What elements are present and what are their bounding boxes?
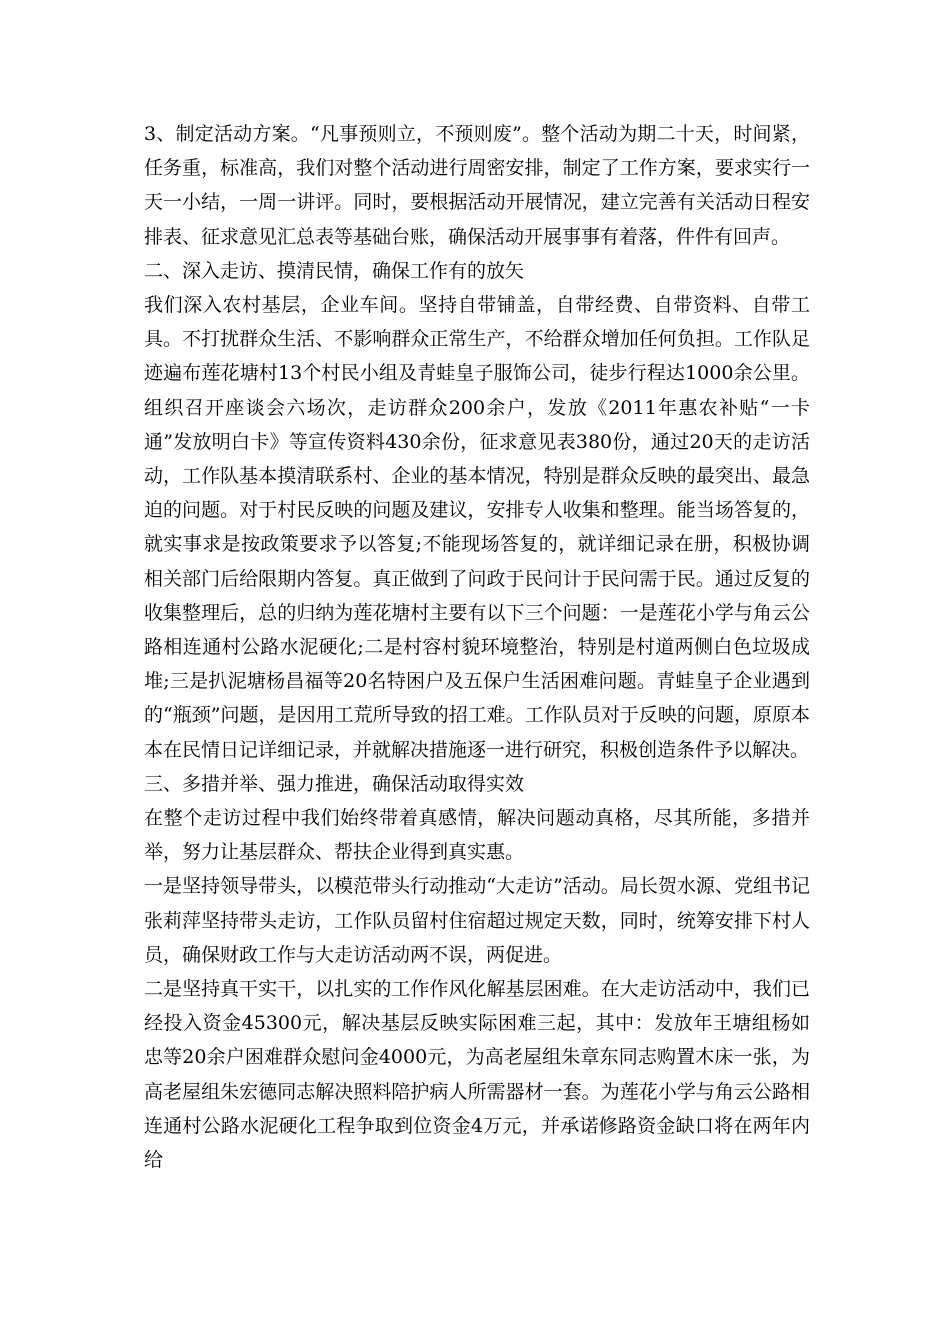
paragraph-visits: 我们深入农村基层，企业车间。坚持自带铺盖，自带经费、自带资料、自带工具。不打扰群众生活、不影响群众正常生产，不给群众增加任何负担。工作队足迹遍布莲花塘村13个村民小组及青蛙皇子服饰公司，徒步行程达1000余公里。组织召开座谈会六场次，走访群众200余户，发放《2011年惠农补贴“一卡通”发放明白卡》等宣传资料430余份，征求意见表380份，通过20天的走访活动，工作队基本摸清联系村、企业的基本情况，特别是群众反映的最突出、最急迫的问题。对于村民反映的问题及建议，安排专人收集和整理。能当场答复的，就实事求是按政策要求予以答复;不能现场答复的，就详细记录在册，积极协调相关部门后给限期内答复。真正做到了问政于民问计于民问需于民。通过反复的收集整理后，总的归纳为莲花塘村主要有以下三个问题：一是莲花小学与角云公路相连通村公路水泥硬化;二是村容村貌环境整治，特别是村道两侧白色垃圾成堆;三是扒泥塘杨昌福等20名特困户及五保户生活困难问题。青蛙皇子企业遇到的“瓶颈”问题，是因用工荒所导致的招工难。工作队员对于反映的问题，原原本本在民情日记详细记录，并就解决措施逐一进行研究，积极创造条件予以解决。 — [144, 294, 810, 761]
paragraph-activity-plan: 3、制定活动方案。“凡事预则立，不预则废”。整个活动为期二十天，时间紧，任务重，标准高，我们对整个活动进行周密安排，制定了工作方案，要求实行一天一小结，一周一讲评。同时，要根据活动开展情况，建立完善有关活动日程安排表、征求意见汇总表等基础台账，确保活动开展事事有着落，件件有回声。 — [144, 123, 810, 248]
paragraph-leadership: 一是坚持领导带头，以模范带头行动推动“大走访”活动。局长贺水源、党组书记张莉萍坚持带头走访，工作队员留村住宿超过规定天数，同时，统筹安排下村人员，确保财政工作与大走访活动两不误，两促进。 — [144, 875, 810, 966]
paragraph-practical-work: 二是坚持真干实干，以扎实的工作作风化解基层困难。在大走访活动中，我们已经投入资金45300元，解决基层反映实际困难三起，其中：发放年王塘组杨如忠等20余户困难群众慰问金4000元，为高老屋组朱章东同志购置木床一张，为高老屋组朱宏德同志解决照料陪护病人所需器材一套。为莲花小学与角云公路相连通村公路水泥硬化工程争取到位资金4万元，并承诺修路资金缺口将在两年内给 — [144, 978, 810, 1172]
section-heading-3: 三、多措并举、强力推进，确保活动取得实效 — [144, 772, 525, 795]
paragraph-measures-intro: 在整个走访过程中我们始终带着真感情，解决问题动真格，尽其所能，多措并举，努力让基层群众、帮扶企业得到真实惠。 — [144, 807, 810, 864]
document-body — [144, 117, 810, 1177]
section-heading-2: 二、深入走访、摸清民情，确保工作有的放矢 — [144, 259, 525, 282]
